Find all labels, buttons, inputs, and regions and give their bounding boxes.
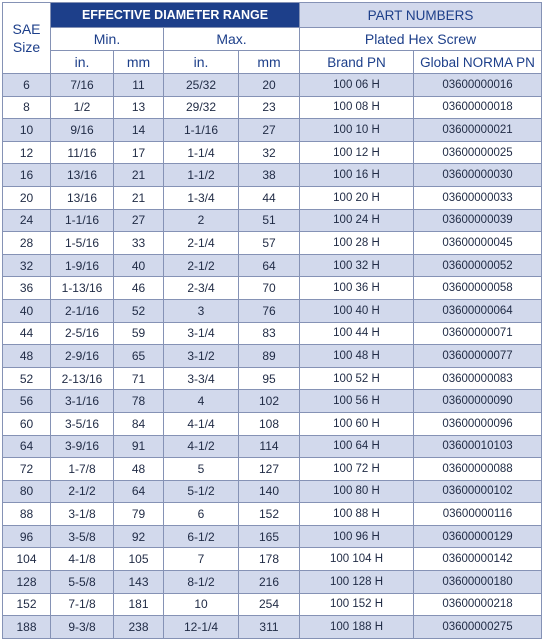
table-row [3,390,542,413]
table-row [3,164,542,187]
max-in-cell: 3-3/4 [164,367,239,390]
global-pn-cell: 03600010103 [414,435,542,458]
sae-size-cell: 72 [3,458,51,481]
global-pn-cell: 03600000275 [414,616,542,639]
brand-pn-cell: 100 06 H [300,74,414,97]
min-mm-cell: 59 [114,322,164,345]
sae-size-cell: 40 [3,299,51,322]
min-mm-cell: 78 [114,390,164,413]
table-row [3,503,542,526]
min-in-cell: 2-5/16 [51,322,114,345]
min-mm-cell: 91 [114,435,164,458]
brand-pn-cell: 100 104 H [300,548,414,571]
sae-size-cell: 36 [3,277,51,300]
max-mm-cell: 51 [239,209,300,232]
table-row [3,277,542,300]
global-pn-cell: 03600000030 [414,164,542,187]
max-in-header: in. [164,51,239,74]
global-pn-cell: 03600000077 [414,345,542,368]
min-in-cell: 1-1/16 [51,209,114,232]
sae-size-cell: 24 [3,209,51,232]
sae-size-cell: 48 [3,345,51,368]
global-pn-cell: 03600000180 [414,571,542,594]
table-row [3,616,542,639]
global-norma-pn-header: Global NORMA PN [414,51,542,74]
brand-pn-cell: 100 56 H [300,390,414,413]
min-in-cell: 3-9/16 [51,435,114,458]
min-in-cell: 2-13/16 [51,367,114,390]
min-in-cell: 9/16 [51,119,114,142]
min-mm-cell: 64 [114,480,164,503]
min-in-cell: 1-7/8 [51,458,114,481]
brand-pn-cell: 100 44 H [300,322,414,345]
max-in-cell: 4-1/2 [164,435,239,458]
min-mm-cell: 71 [114,367,164,390]
table-row [3,96,542,119]
min-mm-cell: 21 [114,186,164,209]
max-mm-cell: 89 [239,345,300,368]
max-in-cell: 6-1/2 [164,525,239,548]
max-in-cell: 1-1/2 [164,164,239,187]
min-in-header: in. [51,51,114,74]
brand-pn-cell: 100 48 H [300,345,414,368]
sae-size-cell: 152 [3,593,51,616]
global-pn-cell: 03600000021 [414,119,542,142]
global-pn-cell: 03600000025 [414,141,542,164]
min-mm-cell: 105 [114,548,164,571]
global-pn-cell: 03600000096 [414,412,542,435]
max-in-cell: 2 [164,209,239,232]
min-in-cell: 5-5/8 [51,571,114,594]
min-in-cell: 4-1/8 [51,548,114,571]
max-mm-cell: 76 [239,299,300,322]
max-in-cell: 3-1/2 [164,345,239,368]
table-row [3,593,542,616]
min-in-cell: 3-5/8 [51,525,114,548]
max-mm-cell: 44 [239,186,300,209]
brand-pn-cell: 100 96 H [300,525,414,548]
max-mm-cell: 152 [239,503,300,526]
global-pn-cell: 03600000045 [414,232,542,255]
sae-size-header: SAE Size [3,3,51,74]
sae-size-cell: 60 [3,412,51,435]
table-row [3,254,542,277]
table-row [3,141,542,164]
min-in-cell: 2-1/2 [51,480,114,503]
sae-size-cell: 88 [3,503,51,526]
global-pn-cell: 03600000129 [414,525,542,548]
max-in-cell: 6 [164,503,239,526]
brand-pn-cell: 100 152 H [300,593,414,616]
max-mm-cell: 23 [239,96,300,119]
min-in-cell: 1-13/16 [51,277,114,300]
max-in-cell: 12-1/4 [164,616,239,639]
min-in-cell: 1-9/16 [51,254,114,277]
max-mm-cell: 27 [239,119,300,142]
min-mm-cell: 27 [114,209,164,232]
brand-pn-cell: 100 128 H [300,571,414,594]
table-row [3,322,542,345]
brand-pn-cell: 100 20 H [300,186,414,209]
global-pn-cell: 03600000016 [414,74,542,97]
sae-size-cell: 16 [3,164,51,187]
plated-hex-screw-header: Plated Hex Screw [300,28,542,51]
max-mm-cell: 95 [239,367,300,390]
min-mm-cell: 40 [114,254,164,277]
sae-size-cell: 80 [3,480,51,503]
max-in-cell: 25/32 [164,74,239,97]
max-in-cell: 2-3/4 [164,277,239,300]
max-mm-cell: 216 [239,571,300,594]
global-pn-cell: 03600000058 [414,277,542,300]
table-row [3,458,542,481]
sae-size-cell: 28 [3,232,51,255]
sae-size-cell: 32 [3,254,51,277]
max-mm-cell: 20 [239,74,300,97]
sae-size-cell: 56 [3,390,51,413]
max-in-cell: 29/32 [164,96,239,119]
sae-size-cell: 8 [3,96,51,119]
min-mm-cell: 65 [114,345,164,368]
sae-size-cell: 128 [3,571,51,594]
max-in-cell: 3-1/4 [164,322,239,345]
max-mm-cell: 38 [239,164,300,187]
global-pn-cell: 03600000071 [414,322,542,345]
max-mm-cell: 70 [239,277,300,300]
max-mm-cell: 102 [239,390,300,413]
min-mm-cell: 238 [114,616,164,639]
table-row [3,74,542,97]
table-row [3,299,542,322]
part-number-table [2,2,542,639]
max-mm-cell: 254 [239,593,300,616]
min-in-cell: 1/2 [51,96,114,119]
table-row [3,119,542,142]
brand-pn-cell: 100 188 H [300,616,414,639]
brand-pn-header: Brand PN [300,51,414,74]
table-row [3,548,542,571]
brand-pn-cell: 100 10 H [300,119,414,142]
global-pn-cell: 03600000218 [414,593,542,616]
effective-diameter-range-header: EFFECTIVE DIAMETER RANGE [51,3,300,28]
min-mm-cell: 13 [114,96,164,119]
sae-size-cell: 188 [3,616,51,639]
table-row [3,186,542,209]
global-pn-cell: 03600000018 [414,96,542,119]
brand-pn-cell: 100 24 H [300,209,414,232]
max-mm-cell: 311 [239,616,300,639]
min-mm-cell: 33 [114,232,164,255]
min-mm-cell: 48 [114,458,164,481]
min-in-cell: 13/16 [51,164,114,187]
global-pn-cell: 03600000052 [414,254,542,277]
brand-pn-cell: 100 60 H [300,412,414,435]
min-mm-cell: 17 [114,141,164,164]
min-in-cell: 2-9/16 [51,345,114,368]
max-in-cell: 1-1/16 [164,119,239,142]
max-mm-header: mm [239,51,300,74]
global-pn-cell: 03600000090 [414,390,542,413]
sae-size-cell: 6 [3,74,51,97]
min-header: Min. [51,28,164,51]
max-mm-cell: 178 [239,548,300,571]
min-in-cell: 9-3/8 [51,616,114,639]
max-in-cell: 7 [164,548,239,571]
max-in-cell: 4-1/4 [164,412,239,435]
max-header: Max. [164,28,300,51]
min-in-cell: 3-5/16 [51,412,114,435]
global-pn-cell: 03600000083 [414,367,542,390]
table-row [3,480,542,503]
max-mm-cell: 64 [239,254,300,277]
table-row [3,412,542,435]
min-mm-cell: 14 [114,119,164,142]
brand-pn-cell: 100 12 H [300,141,414,164]
global-pn-cell: 03600000039 [414,209,542,232]
min-in-cell: 13/16 [51,186,114,209]
max-in-cell: 5 [164,458,239,481]
max-mm-cell: 140 [239,480,300,503]
table-row [3,525,542,548]
max-mm-cell: 165 [239,525,300,548]
brand-pn-cell: 100 52 H [300,367,414,390]
min-mm-header: mm [114,51,164,74]
brand-pn-cell: 100 32 H [300,254,414,277]
global-pn-cell: 03600000088 [414,458,542,481]
max-mm-cell: 57 [239,232,300,255]
min-in-cell: 7-1/8 [51,593,114,616]
brand-pn-cell: 100 08 H [300,96,414,119]
max-mm-cell: 32 [239,141,300,164]
sae-size-cell: 64 [3,435,51,458]
min-in-cell: 3-1/16 [51,390,114,413]
brand-pn-cell: 100 16 H [300,164,414,187]
sae-size-cell: 44 [3,322,51,345]
max-in-cell: 1-1/4 [164,141,239,164]
max-in-cell: 1-3/4 [164,186,239,209]
global-pn-cell: 03600000033 [414,186,542,209]
brand-pn-cell: 100 40 H [300,299,414,322]
table-row [3,209,542,232]
min-in-cell: 3-1/8 [51,503,114,526]
max-in-cell: 10 [164,593,239,616]
min-in-cell: 1-5/16 [51,232,114,255]
max-in-cell: 2-1/2 [164,254,239,277]
brand-pn-cell: 100 36 H [300,277,414,300]
max-in-cell: 3 [164,299,239,322]
brand-pn-cell: 100 64 H [300,435,414,458]
sae-size-cell: 52 [3,367,51,390]
global-pn-cell: 03600000142 [414,548,542,571]
brand-pn-cell: 100 28 H [300,232,414,255]
min-mm-cell: 143 [114,571,164,594]
sae-size-cell: 20 [3,186,51,209]
max-in-cell: 2-1/4 [164,232,239,255]
max-mm-cell: 114 [239,435,300,458]
global-pn-cell: 03600000116 [414,503,542,526]
min-in-cell: 7/16 [51,74,114,97]
min-mm-cell: 181 [114,593,164,616]
global-pn-cell: 03600000064 [414,299,542,322]
min-mm-cell: 46 [114,277,164,300]
min-mm-cell: 21 [114,164,164,187]
min-in-cell: 11/16 [51,141,114,164]
table-row [3,435,542,458]
table-body [3,74,542,639]
min-mm-cell: 11 [114,74,164,97]
min-in-cell: 2-1/16 [51,299,114,322]
max-mm-cell: 83 [239,322,300,345]
max-in-cell: 4 [164,390,239,413]
sae-size-cell: 96 [3,525,51,548]
max-mm-cell: 127 [239,458,300,481]
min-mm-cell: 92 [114,525,164,548]
max-in-cell: 8-1/2 [164,571,239,594]
table-row [3,232,542,255]
brand-pn-cell: 100 88 H [300,503,414,526]
brand-pn-cell: 100 72 H [300,458,414,481]
min-mm-cell: 79 [114,503,164,526]
sae-size-cell: 12 [3,141,51,164]
sae-size-cell: 104 [3,548,51,571]
min-mm-cell: 84 [114,412,164,435]
max-mm-cell: 108 [239,412,300,435]
global-pn-cell: 03600000102 [414,480,542,503]
part-numbers-header: PART NUMBERS [300,3,542,28]
max-in-cell: 5-1/2 [164,480,239,503]
table-row [3,345,542,368]
table-row [3,367,542,390]
sae-size-cell: 10 [3,119,51,142]
min-mm-cell: 52 [114,299,164,322]
brand-pn-cell: 100 80 H [300,480,414,503]
table-row [3,571,542,594]
